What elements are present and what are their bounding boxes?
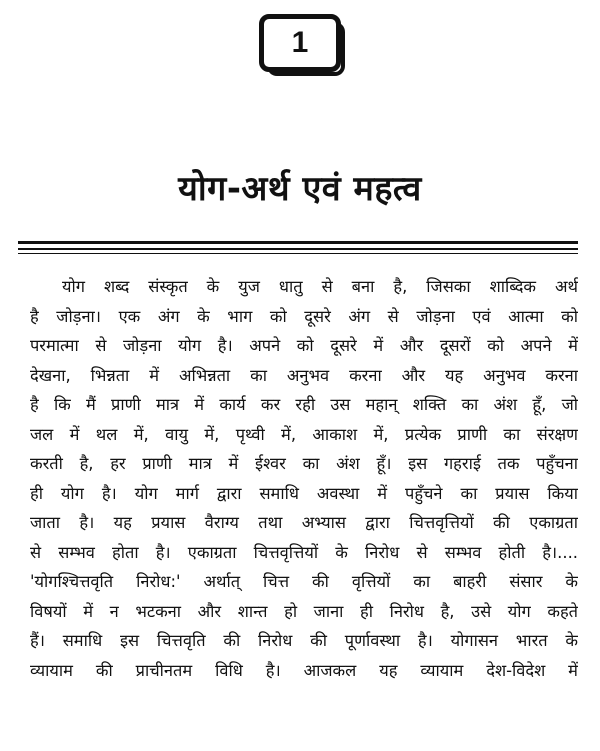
paragraph-line: परमात्मा से जोड़ना योग है। अपने को दूसरे में और दूसरों को अपने में	[30, 336, 578, 355]
paragraph-line: हैं। समाधि इस चित्तवृति की निरोध की पूर्णावस्था है। योगासन भारत के	[30, 631, 578, 650]
paragraph-line: योग शब्द संस्कृत के युज धातु से बना है, जिसका शाब्दिक अर्थ	[62, 277, 578, 296]
paragraph-line: है जोड़ना। एक अंग के भाग को दूसरे अंग से जोड़ना एवं आत्मा को	[30, 306, 578, 326]
chapter-number: 1	[291, 26, 309, 59]
chapter-number-box	[259, 14, 341, 72]
paragraph-line: व्यायाम की प्राचीनतम विधि है। आजकल यह व्यायाम देश-विदेश में	[30, 660, 578, 680]
title-rule-thin	[18, 253, 578, 254]
paragraph-line: जल में थल में, वायु में, पृथ्वी में, आकाश में, प्रत्येक प्राणी का संरक्षण	[30, 424, 578, 444]
paragraph-line: 'योगश्चित्तवृति निरोध:' अर्थात् चित्त की वृत्तियों का बाहरी संसार के	[30, 572, 578, 591]
title-rule-medium	[18, 248, 578, 250]
paragraph-line: से सम्भव होता है। एकाग्रता चित्तवृत्तियों के निरोध से सम्भव होती है।....	[30, 542, 578, 562]
paragraph-line: करती है, हर प्राणी मात्र में ईश्वर का अंश हूँ। इस गहराई तक पहुँचना	[30, 454, 578, 473]
title-rule-thick	[18, 241, 578, 244]
body-paragraph	[30, 272, 578, 685]
paragraph-line: है कि मैं प्राणी मात्र में कार्य कर रही उस महान् शक्ति का अंश हूँ, जो	[30, 395, 578, 414]
chapter-title: योग-अर्थ एवं महत्व	[178, 169, 422, 209]
paragraph-line: जाता है। यह प्रयास वैराग्य तथा अभ्यास द्वारा चित्तवृत्तियों की एकाग्रता	[30, 513, 578, 532]
paragraph-line: ही योग है। योग मार्ग द्वारा समाधि अवस्था में पहुँचने का प्रयास किया	[30, 483, 578, 503]
paragraph-line: विषयों में न भटकना और शान्त हो जाना ही निरोध है, उसे योग कहते	[30, 601, 578, 621]
paragraph-line: देखना, भिन्नता में अभिन्नता का अनुभव करना और यह अनुभव करना	[30, 365, 578, 385]
